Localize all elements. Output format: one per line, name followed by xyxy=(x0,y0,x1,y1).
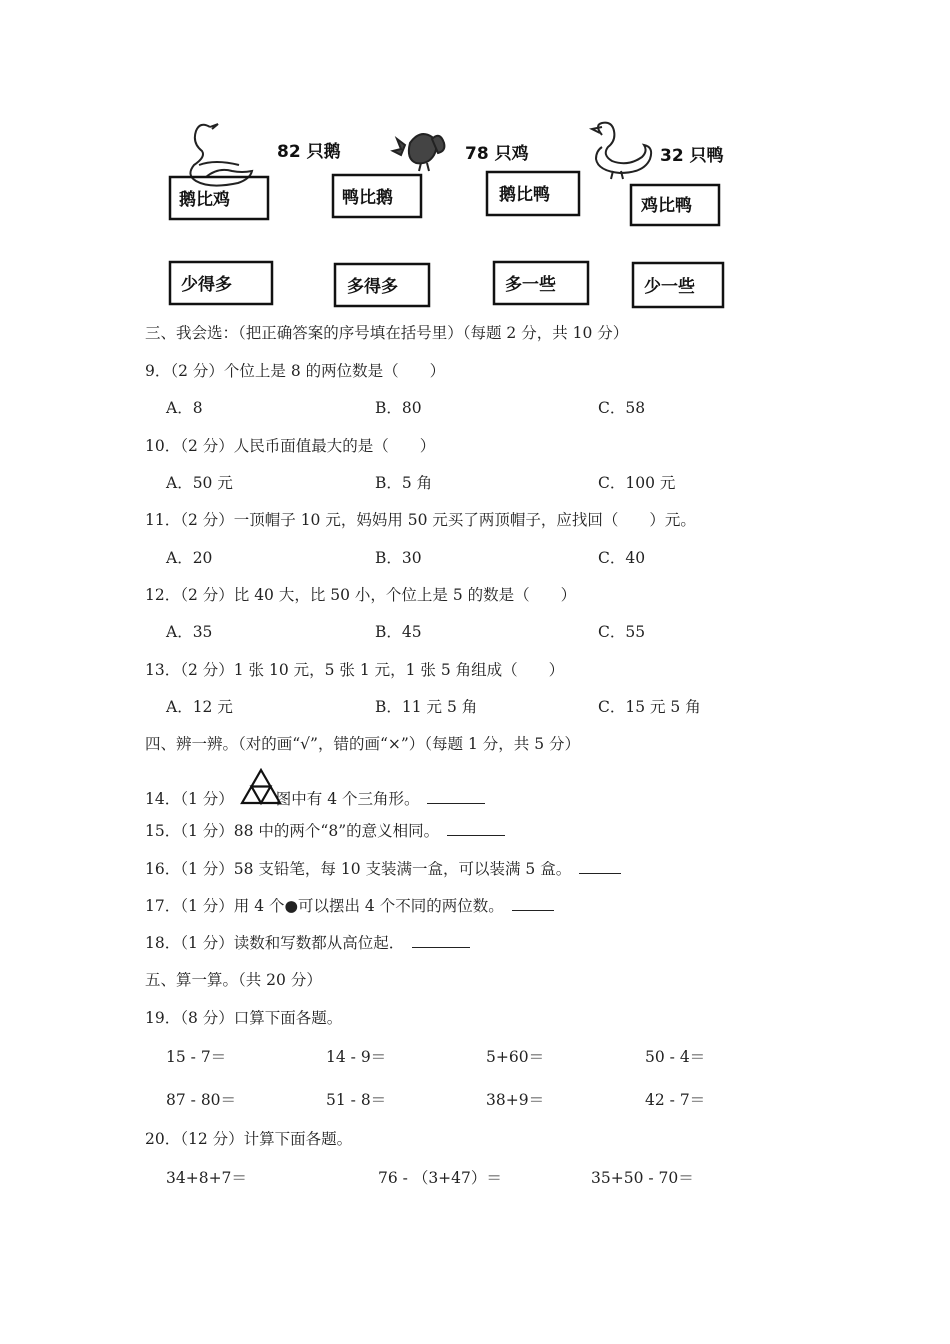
q13-option-c: C．15 元 5 角 xyxy=(598,698,701,716)
q20-item: 35+50 - 70＝ xyxy=(591,1169,694,1187)
answer-blank[interactable] xyxy=(579,859,621,874)
q13-option-a: A．12 元 xyxy=(166,698,233,716)
bottom-cards xyxy=(170,262,723,307)
question-16 xyxy=(145,859,621,879)
q10-option-b: B．5 角 xyxy=(375,474,433,492)
animal-comparison-picture xyxy=(165,115,730,315)
duck-count-label: 32 只鸭 xyxy=(660,146,724,166)
card-goose-vs-duck: 鹅比鸭 xyxy=(499,185,550,205)
card-much-more: 多得多 xyxy=(347,277,398,297)
q19-item: 50 - 4＝ xyxy=(645,1048,706,1066)
card-a-bit-more: 多一些 xyxy=(505,275,556,295)
chicken-icon xyxy=(393,134,444,171)
goose-count-label: 82 只鹅 xyxy=(277,142,341,162)
section3-heading: 三、我会选：（把正确答案的序号填在括号里）（每题 2 分，共 10 分） xyxy=(145,324,629,342)
question-11: 11．（2 分）一顶帽子 10 元，妈妈用 50 元买了两顶帽子，应找回（ ）元。 xyxy=(145,511,696,529)
answer-blank[interactable] xyxy=(412,933,470,948)
q19-item: 42 - 7＝ xyxy=(645,1091,706,1109)
card-much-less: 少得多 xyxy=(181,275,232,295)
card-a-bit-less: 少一些 xyxy=(644,277,695,297)
chicken-count-label: 78 只鸡 xyxy=(465,144,529,164)
q11-option-c: C．40 xyxy=(598,549,646,567)
q20-item: 76 - （3+47）＝ xyxy=(378,1169,502,1187)
duck-icon xyxy=(592,123,651,179)
q12-option-b: B．45 xyxy=(375,623,422,641)
q10-option-c: C．100 元 xyxy=(598,474,676,492)
q10-option-a: A．50 元 xyxy=(166,474,233,492)
q14-text: 图中有 4 个三角形。 xyxy=(275,790,420,808)
q11-option-a: A．20 xyxy=(166,549,213,567)
question-9: 9．（2 分）个位上是 8 的两位数是（ ） xyxy=(145,362,446,380)
q11-option-b: B．30 xyxy=(375,549,422,567)
q20-item: 34+8+7＝ xyxy=(166,1169,247,1187)
question-10: 10．（2 分）人民币面值最大的是（ ） xyxy=(145,437,436,455)
card-chicken-vs-duck: 鸡比鸭 xyxy=(641,196,692,216)
question-15 xyxy=(145,821,505,841)
answer-blank[interactable] xyxy=(427,789,485,804)
question-12: 12．（2 分）比 40 大，比 50 小，个位上是 5 的数是（ ） xyxy=(145,586,577,604)
q9-option-b: B．80 xyxy=(375,399,422,417)
q14-prefix: 14．（1 分） xyxy=(145,790,234,808)
answer-blank[interactable] xyxy=(447,821,505,836)
q13-option-b: B．11 元 5 角 xyxy=(375,698,478,716)
q17-text: 17．（1 分）用 4 个●可以摆出 4 个不同的两位数。 xyxy=(145,897,504,915)
question-20: 20．（12 分）计算下面各题。 xyxy=(145,1130,353,1148)
q19-item: 14 - 9＝ xyxy=(326,1048,387,1066)
q12-option-c: C．55 xyxy=(598,623,646,641)
q9-option-c: C．58 xyxy=(598,399,646,417)
q19-item: 15 - 7＝ xyxy=(166,1048,227,1066)
triangle-figure-icon xyxy=(240,768,282,806)
q19-item: 5+60＝ xyxy=(486,1048,545,1066)
q15-text: 15．（1 分）88 中的两个“8”的意义相同。 xyxy=(145,822,440,840)
q19-item: 87 - 80＝ xyxy=(166,1091,237,1109)
question-13: 13．（2 分）1 张 10 元，5 张 1 元，1 张 5 角组成（ ） xyxy=(145,661,565,679)
section4-heading: 四、辨一辨。（对的画“√”，错的画“×”）（每题 1 分，共 5 分） xyxy=(145,735,580,753)
question-14 xyxy=(145,789,485,809)
answer-blank[interactable] xyxy=(512,896,554,911)
question-18 xyxy=(145,933,470,953)
card-goose-vs-chicken: 鹅比鸡 xyxy=(179,190,230,210)
section5-heading: 五、算一算。（共 20 分） xyxy=(145,971,322,989)
q16-text: 16．（1 分）58 支铅笔，每 10 支装满一盒，可以装满 5 盒。 xyxy=(145,860,572,878)
top-cards xyxy=(170,172,719,225)
q12-option-a: A．35 xyxy=(166,623,213,641)
q9-option-a: A．8 xyxy=(166,399,203,417)
q19-item: 51 - 8＝ xyxy=(326,1091,387,1109)
q19-item: 38+9＝ xyxy=(486,1091,545,1109)
card-duck-vs-goose: 鸭比鹅 xyxy=(342,188,393,208)
question-19: 19．（8 分）口算下面各题。 xyxy=(145,1009,343,1027)
q18-text: 18．（1 分）读数和写数都从高位起． xyxy=(145,934,405,952)
question-17 xyxy=(145,896,554,916)
